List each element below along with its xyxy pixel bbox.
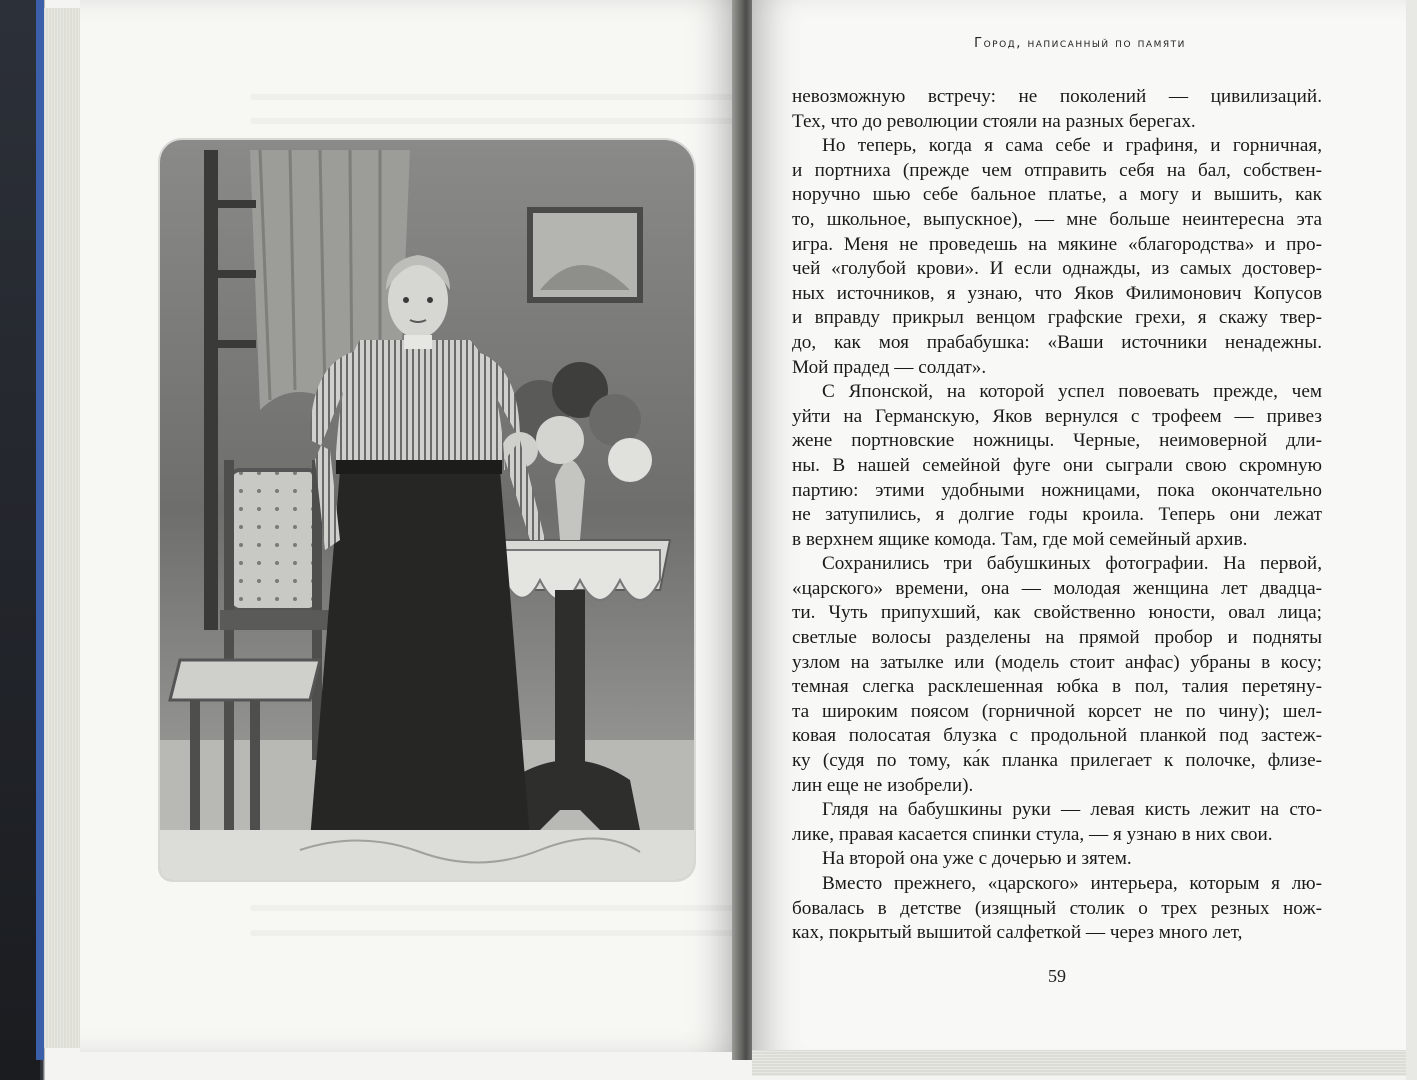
portrait-illustration — [160, 140, 694, 880]
text-line: жене портновские ножницы. Черные, неимоверной дли- — [792, 430, 1322, 452]
text-line: норучно шью себе бальное платье, а могу и вышить, как — [792, 184, 1322, 206]
archival-photograph — [160, 140, 694, 880]
text-line: и портниха (прежде чем отправить себя на бал, собствен- — [792, 159, 1322, 181]
body-text — [792, 85, 1322, 946]
text-line: светлые волосы разделены на прямой пробор и подняты — [792, 627, 1322, 649]
bleed-through-line — [250, 118, 750, 124]
text-line: лике, правая касается спинки стула, — я узнаю в них свои. — [792, 823, 1273, 845]
bleed-through-line — [250, 930, 750, 936]
text-line: не затупились, я долгие годы кроила. Теперь они лежат — [792, 504, 1322, 526]
bleed-through-line — [250, 94, 750, 100]
scan-right-edge — [1406, 0, 1417, 1080]
running-head: Город, написанный по памяти — [974, 36, 1186, 51]
book-cover-edge — [0, 0, 40, 1080]
text-line: узлом на затылке или (модель стоит анфас) убраны в косу; — [792, 651, 1322, 673]
text-line: Сохранились три бабушкиных фотографии. На первой, — [822, 553, 1322, 575]
text-line: Мой прадед — солдат». — [792, 356, 987, 378]
text-line: лин еще не изобрели). — [792, 774, 974, 796]
text-line: На второй она уже с дочерью и зятем. — [822, 848, 1132, 870]
text-line: и вправду прикрыл венцом графские грехи, я скажу твер- — [792, 307, 1322, 329]
text-line: игра. Меня не проведешь на мякине «благородства» и про- — [792, 233, 1322, 255]
text-line: Тех, что до революции стояли на разных берегах. — [792, 110, 1196, 132]
text-line: партию: этими удобными ножницами, пока окончательно — [792, 479, 1322, 501]
right-page-stack — [752, 1050, 1408, 1076]
bleed-through-line — [250, 905, 750, 911]
text-line: та широким поясом (горничной корсет не по чину); шел- — [792, 700, 1322, 722]
book-cover-blue-band — [36, 0, 44, 1060]
text-line: ных источников, я узнаю, что Яков Филимонович Копусов — [792, 282, 1322, 304]
text-line: Глядя на бабушкины руки — левая кисть лежит на сто- — [822, 799, 1322, 821]
left-page-stack — [44, 8, 84, 1048]
text-line: темная слегка расклешенная юбка в пол, талия перетяну- — [792, 676, 1322, 698]
text-line: то, школьное, выпускное), — мне больше неинтересна эта — [792, 208, 1322, 230]
page-number: 59 — [1048, 966, 1066, 986]
screen-frame — [204, 150, 218, 630]
text-line: чей «голубой крови». И если однажды, из самых достовер- — [792, 258, 1322, 280]
text-line: уйти на Германскую, Яков вернулся с трофеем — привез — [792, 405, 1322, 427]
text-line: бовалась в детстве (изящный столик о трех резных нож- — [792, 897, 1322, 919]
text-line: невозможную встречу: не поколений — цивилизаций. — [792, 86, 1322, 107]
dark-skirt — [310, 470, 530, 840]
text-line: ку (судя по тому, ка́к планка прилегает к полочке, флизе- — [792, 750, 1322, 772]
text-line: С Японской, на которой успел повоевать прежде, чем — [822, 381, 1322, 403]
text-line: в верхнем ящике комода. Там, где мой семейный архив. — [792, 528, 1248, 550]
text-line: Но теперь, когда я сама себе и графиня, и горничная, — [822, 135, 1322, 157]
text-line: Вместо прежнего, «царского» интерьера, которым я лю- — [822, 873, 1322, 894]
text-line: «царского» времени, она — молодая женщина лет двадца- — [792, 577, 1322, 599]
text-line: до, как моя прабабушка: «Ваши источники ненадежны. — [792, 331, 1322, 353]
text-line: ны. В нашей семейной фуге они сыграли свою скромную — [792, 454, 1322, 476]
text-line: ках, покрытый вышитой салфеткой — через много лет, — [792, 922, 1243, 944]
text-line: ковая полосатая блузка с продольной планкой под застеж- — [792, 725, 1322, 747]
text-line: ти. Чуть припухший, как свойственно юности, овал лица; — [792, 602, 1322, 624]
